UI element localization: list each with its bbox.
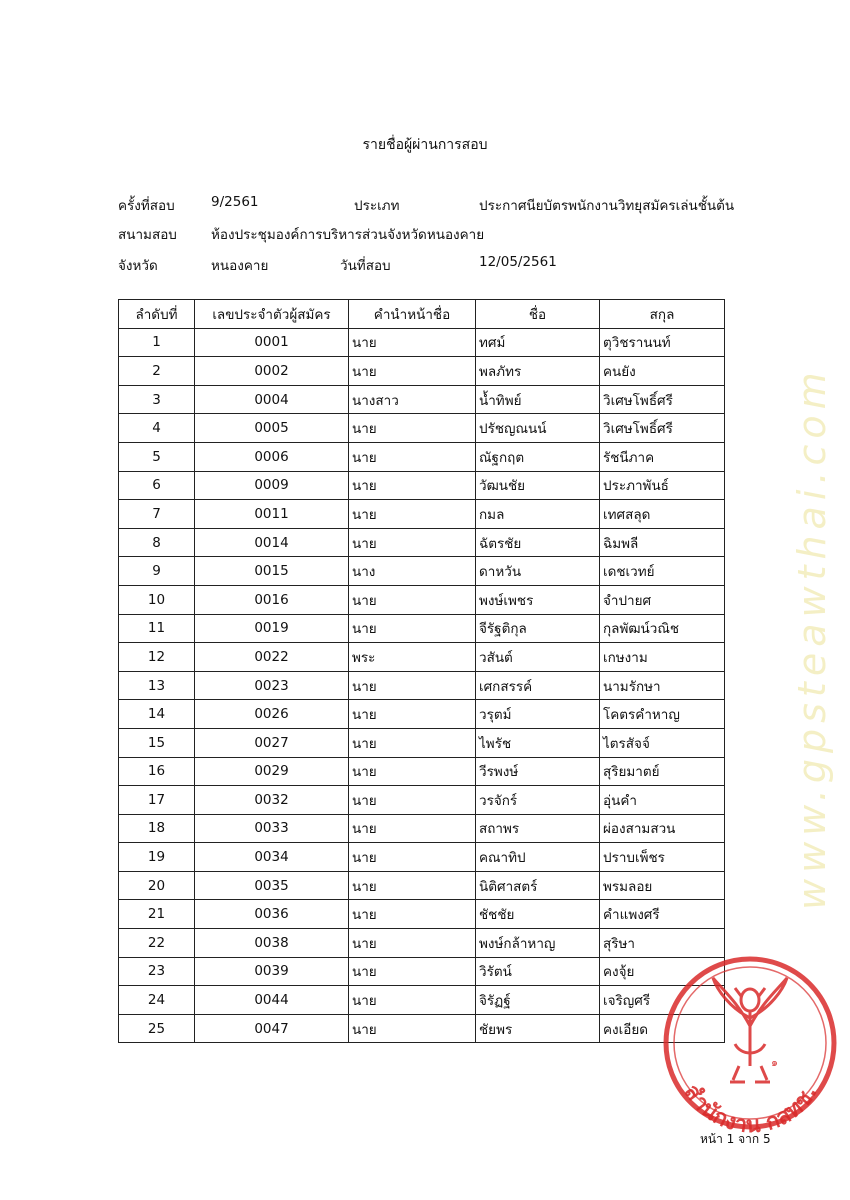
watermark-text: www.gpsteawthai.com [790,366,834,910]
round-value: 9/2561 [211,194,259,210]
cell-last-name: สุริยมาตย์ [600,757,725,786]
cell-first-name: ฉัตรชัย [476,528,600,557]
cell-applicant-id: 0015 [195,557,349,586]
venue-label: สนามสอบ [118,227,177,243]
cell-order: 11 [119,614,195,643]
stamp-text: สำนักงาน กสทช. [678,1080,823,1138]
cell-applicant-id: 0006 [195,442,349,471]
cell-order: 23 [119,957,195,986]
cell-last-name: ตุวิชรานนท์ [600,328,725,357]
cell-prefix: นาย [349,814,476,843]
table-row [119,442,725,471]
cell-first-name: สถาพร [476,814,600,843]
cell-applicant-id: 0009 [195,471,349,500]
cell-order: 19 [119,843,195,872]
table-row [119,557,725,586]
table-row [119,700,725,729]
table-row [119,357,725,386]
cell-applicant-id: 0016 [195,585,349,614]
cell-last-name: อุ่นคำ [600,786,725,815]
cell-first-name: วสันต์ [476,643,600,672]
cell-last-name: คำแพงศรี [600,900,725,929]
cell-applicant-id: 0022 [195,643,349,672]
cell-prefix: นาย [349,871,476,900]
cell-order: 6 [119,471,195,500]
cell-prefix: นาย [349,414,476,443]
page-number: หน้า 1 จาก 5 [700,1132,771,1146]
cell-prefix: นาย [349,728,476,757]
cell-prefix: นาย [349,442,476,471]
cell-prefix: นาย [349,357,476,386]
cell-last-name: กุลพัฒน์วณิช [600,614,725,643]
header-order: ลำดับที่ [119,300,195,329]
table-row [119,786,725,815]
cell-order: 20 [119,871,195,900]
cell-applicant-id: 0019 [195,614,349,643]
cell-first-name: ชัยพร [476,1014,600,1043]
cell-last-name: วิเศษโพธิ์ศรี [600,385,725,414]
cell-prefix: นาย [349,786,476,815]
cell-first-name: วิรัตน์ [476,957,600,986]
cell-first-name: คณาทิป [476,843,600,872]
cell-order: 18 [119,814,195,843]
cell-order: 5 [119,442,195,471]
cell-order: 9 [119,557,195,586]
table-row [119,843,725,872]
cell-first-name: น้ำทิพย์ [476,385,600,414]
table-row [119,500,725,529]
cell-first-name: พงษ์กล้าหาญ [476,929,600,958]
cell-first-name: พงษ์เพชร [476,585,600,614]
cell-last-name: นามรักษา [600,671,725,700]
table-row [119,585,725,614]
cell-prefix: นาย [349,843,476,872]
cell-applicant-id: 0005 [195,414,349,443]
cell-order: 25 [119,1014,195,1043]
cell-order: 7 [119,500,195,529]
table-row [119,385,725,414]
cell-first-name: พลภัทร [476,357,600,386]
cell-last-name: ไตรสัจจ์ [600,728,725,757]
cell-order: 13 [119,671,195,700]
cell-prefix: นาย [349,471,476,500]
round-label: ครั้งที่สอบ [118,198,175,214]
cell-first-name: จิรัฏฐ์ [476,986,600,1015]
cell-applicant-id: 0029 [195,757,349,786]
table-row [119,986,725,1015]
cell-order: 3 [119,385,195,414]
candidate-table [118,299,725,1043]
date-label: วันที่สอบ [340,258,391,274]
cell-applicant-id: 0036 [195,900,349,929]
cell-last-name: จำปายศ [600,585,725,614]
cell-applicant-id: 0038 [195,929,349,958]
cell-applicant-id: 0034 [195,843,349,872]
cell-prefix: นาย [349,671,476,700]
cell-order: 2 [119,357,195,386]
table-row [119,814,725,843]
cell-applicant-id: 0047 [195,1014,349,1043]
cell-last-name: ผ่องสามสวน [600,814,725,843]
table-row [119,471,725,500]
table-row [119,414,725,443]
cell-applicant-id: 0004 [195,385,349,414]
cell-order: 16 [119,757,195,786]
cell-prefix: นาย [349,900,476,929]
svg-text:๑: ๑ [771,1056,778,1069]
cell-last-name: ฉิมพลี [600,528,725,557]
table-row [119,671,725,700]
cell-last-name: คงจุ้ย [600,957,725,986]
cell-prefix: นาย [349,500,476,529]
cell-prefix: นาย [349,1014,476,1043]
cell-last-name: โคตรคำหาญ [600,700,725,729]
cell-applicant-id: 0044 [195,986,349,1015]
cell-order: 14 [119,700,195,729]
cell-last-name: พรมลอย [600,871,725,900]
province-label: จังหวัด [118,258,158,274]
cell-order: 17 [119,786,195,815]
cell-prefix: นาย [349,328,476,357]
header-applicant-id: เลขประจำตัวผู้สมัคร [195,300,349,329]
cell-last-name: ปราบเพ็ชร [600,843,725,872]
cell-order: 12 [119,643,195,672]
cell-applicant-id: 0027 [195,728,349,757]
cell-order: 4 [119,414,195,443]
cell-first-name: ไพรัช [476,728,600,757]
cell-order: 8 [119,528,195,557]
table-row [119,614,725,643]
header-prefix: คำนำหน้าชื่อ [349,300,476,329]
cell-prefix: นาย [349,700,476,729]
table-row [119,643,725,672]
cell-last-name: เดชเวทย์ [600,557,725,586]
venue-value: ห้องประชุมองค์การบริหารส่วนจังหวัดหนองคาย [211,227,485,243]
cell-prefix: นาง [349,557,476,586]
table-row [119,900,725,929]
table-row [119,728,725,757]
cell-prefix: นาย [349,614,476,643]
cell-prefix: นาย [349,929,476,958]
cell-first-name: วรจักร์ [476,786,600,815]
cell-last-name: เกษงาม [600,643,725,672]
table-row [119,757,725,786]
cell-applicant-id: 0039 [195,957,349,986]
cell-last-name: คงเอียด [600,1014,725,1043]
cell-prefix: นาย [349,957,476,986]
document-title: รายชื่อผู้ผ่านการสอบ [362,137,488,153]
cell-prefix: นาย [349,528,476,557]
cell-applicant-id: 0035 [195,871,349,900]
cell-last-name: ประภาพันธ์ [600,471,725,500]
cell-last-name: สุริษา [600,929,725,958]
cell-order: 24 [119,986,195,1015]
cell-applicant-id: 0026 [195,700,349,729]
official-seal-stamp [655,948,845,1138]
table-row [119,528,725,557]
table-row [119,871,725,900]
cell-last-name: เจริญศรี [600,986,725,1015]
cell-order: 21 [119,900,195,929]
cell-applicant-id: 0023 [195,671,349,700]
cell-prefix: นาย [349,585,476,614]
table-row [119,957,725,986]
table-row [119,929,725,958]
cell-first-name: วีรพงษ์ [476,757,600,786]
header-last-name: สกุล [600,300,725,329]
cell-first-name: ชัชชัย [476,900,600,929]
cell-applicant-id: 0011 [195,500,349,529]
cell-order: 1 [119,328,195,357]
type-value: ประกาศนียบัตรพนักงานวิทยุสมัครเล่นชั้นต้น [479,198,735,214]
cell-order: 15 [119,728,195,757]
table-row [119,328,725,357]
cell-first-name: จีรัฐติกุล [476,614,600,643]
cell-last-name: วิเศษโพธิ์ศรี [600,414,725,443]
table-row [119,1014,725,1043]
cell-first-name: วัฒนชัย [476,471,600,500]
cell-prefix: นางสาว [349,385,476,414]
cell-applicant-id: 0002 [195,357,349,386]
cell-order: 10 [119,585,195,614]
cell-prefix: นาย [349,757,476,786]
cell-first-name: ทศม์ [476,328,600,357]
cell-applicant-id: 0033 [195,814,349,843]
cell-first-name: วรุตม์ [476,700,600,729]
cell-last-name: รัชนีภาค [600,442,725,471]
cell-first-name: นิติศาสตร์ [476,871,600,900]
cell-first-name: เศกสรรค์ [476,671,600,700]
cell-last-name: เทศสลุด [600,500,725,529]
date-value: 12/05/2561 [479,254,557,270]
cell-applicant-id: 0014 [195,528,349,557]
cell-prefix: นาย [349,986,476,1015]
cell-first-name: กมล [476,500,600,529]
cell-order: 22 [119,929,195,958]
cell-last-name: คนยัง [600,357,725,386]
header-first-name: ชื่อ [476,300,600,329]
table-header-row [119,300,725,329]
cell-first-name: ณัฐกฤต [476,442,600,471]
cell-prefix: พระ [349,643,476,672]
cell-first-name: ปรัชญณนน์ [476,414,600,443]
cell-first-name: ดาหวัน [476,557,600,586]
cell-applicant-id: 0032 [195,786,349,815]
province-value: หนองคาย [211,258,269,274]
type-label: ประเภท [354,198,400,214]
cell-applicant-id: 0001 [195,328,349,357]
